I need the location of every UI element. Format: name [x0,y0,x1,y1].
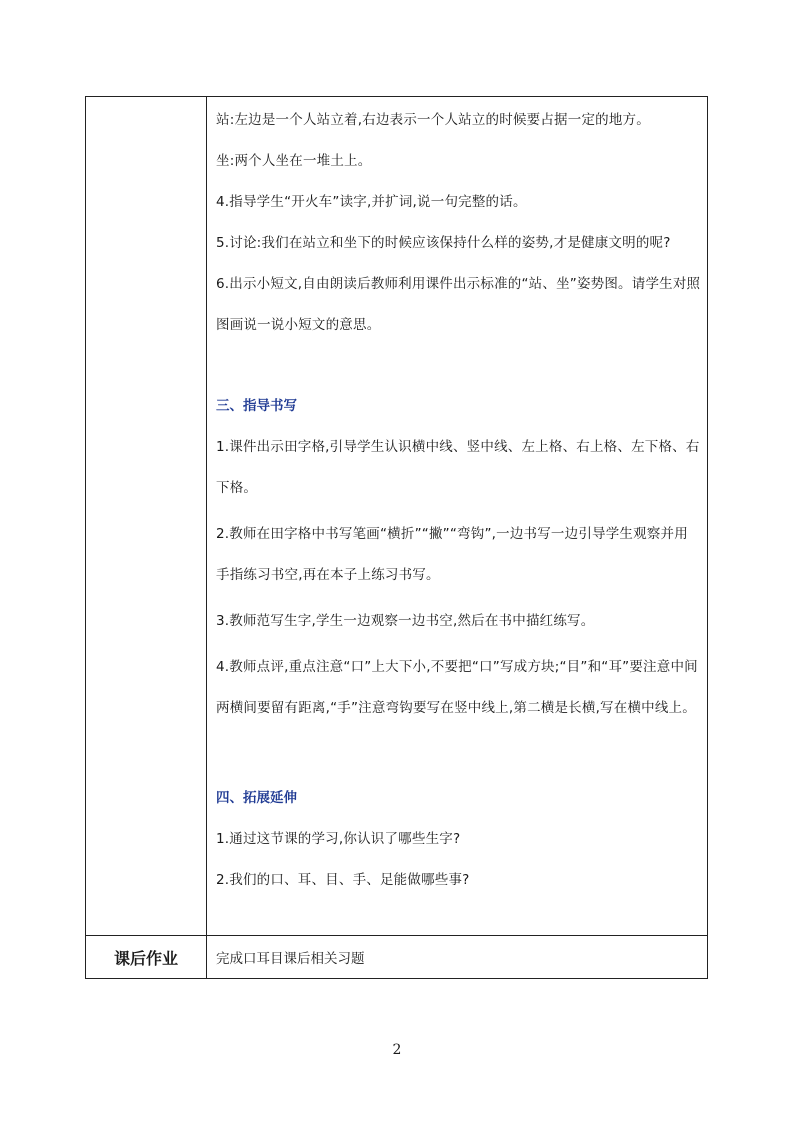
paragraph-discussion: 5.讨论:我们在站立和坐下的时候应该保持什么样的姿势,才是健康文明的呢? [216,235,671,251]
paragraph-strokes: 2.教师在田字格中书写笔画“横折”“撇”“弯钩”,一边书写一边引导学生观察并用手指练习书空,再在本子上练习书写。 [216,526,688,583]
homework-text: 完成口耳目课后相关习题 [207,936,708,979]
paragraph-stand: 站:左边是一个人站立着,右边表示一个人站立的时候要占据一定的地方。 [216,112,650,128]
homework-label: 课后作业 [86,936,207,979]
process-label-cell [86,97,207,936]
section-heading-writing: 三、指导书写 [216,398,297,414]
paragraph-sit: 坐:两个人坐在一堆土上。 [216,153,372,169]
section-heading-extension: 四、拓展延伸 [216,790,297,806]
paragraph-evaluation: 4.教师点评,重点注意“口”上大下小,不要把“口”写成方块;“目”和“耳”要注意中间两横间要留有距离,“手”注意弯钩要写在竖中线上,第二横是长横,写在横中线上。 [216,659,698,716]
paragraph-grid: 1.课件出示田字格,引导学生认识横中线、竖中线、左上格、右上格、左下格、右下格。 [216,439,700,496]
page-number: 2 [392,1042,402,1058]
paragraph-short-text: 6.出示小短文,自由朗读后教师利用课件出示标准的“站、坐”姿势图。请学生对照图画说一说小短文的意思。 [216,276,701,333]
lesson-plan-table [85,96,708,979]
paragraph-body-parts: 2.我们的口、耳、目、手、足能做哪些事? [216,872,470,888]
paragraph-train-reading: 4.指导学生“开火车”读字,并扩词,说一句完整的话。 [216,194,527,210]
process-content-cell [207,97,708,936]
paragraph-model-writing: 3.教师范写生字,学生一边观察一边书空,然后在书中描红练写。 [216,613,595,629]
process-row [86,97,708,936]
homework-row [86,936,708,979]
paragraph-review: 1.通过这节课的学习,你认识了哪些生字? [216,831,461,847]
